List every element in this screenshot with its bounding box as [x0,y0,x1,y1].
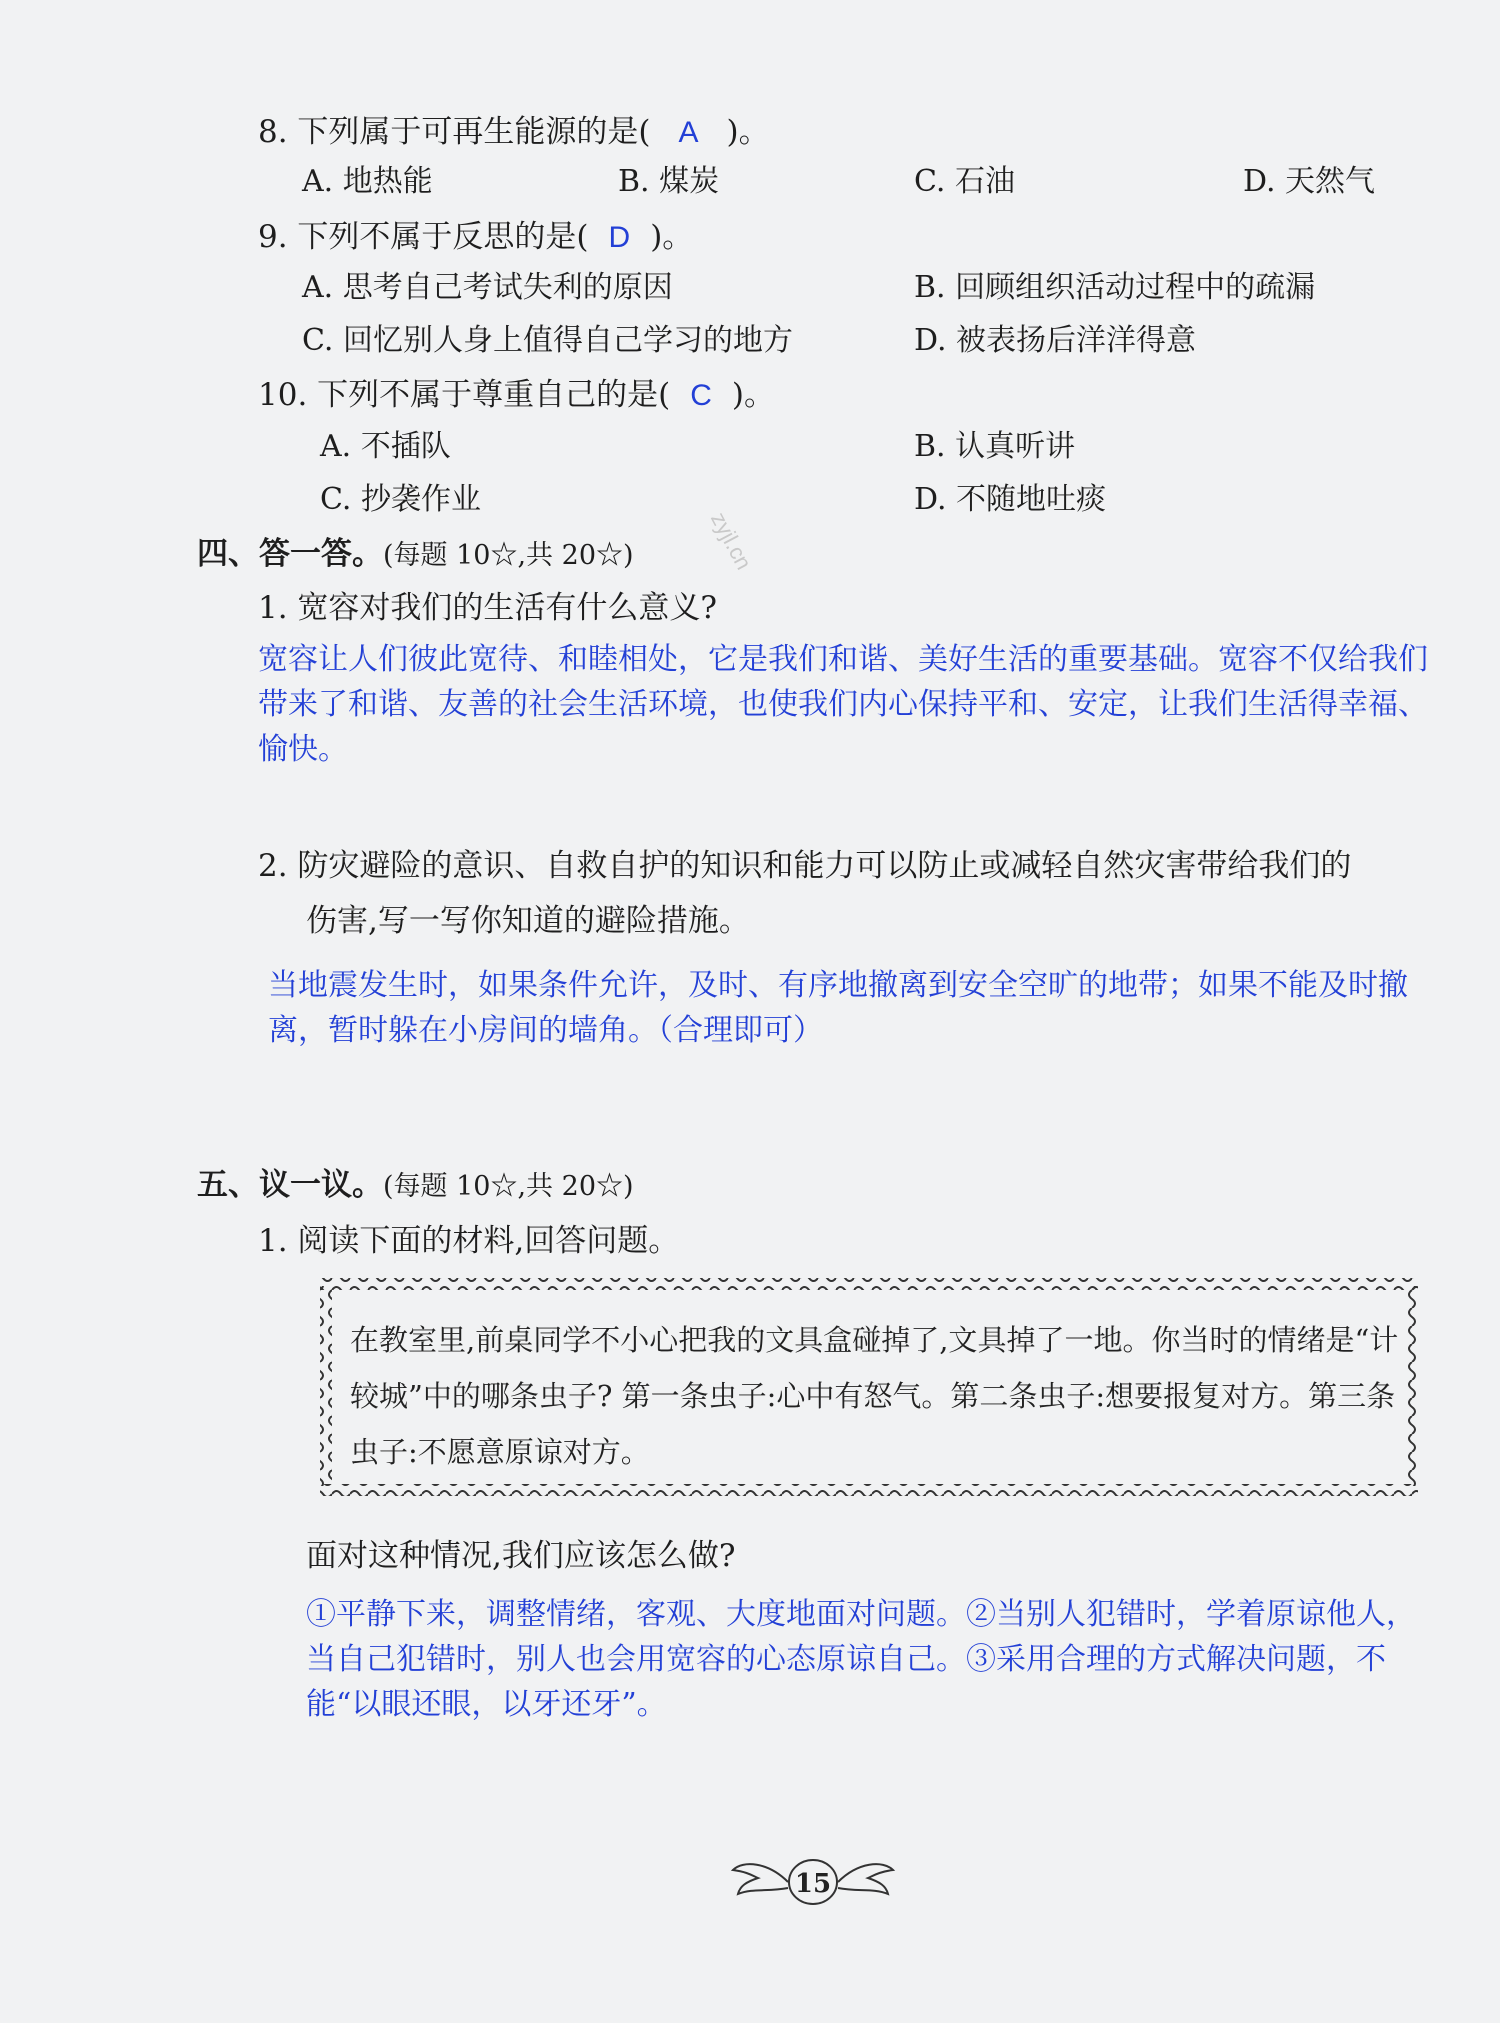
page-number: 15 [794,1869,832,1899]
section4-answer2: 当地震发生时，如果条件允许，及时、有序地撤离到安全空旷的地带；如果不能及时撤离，暂时躲在小房间的墙角。（合理即可） [268,968,1408,1048]
section5-answer: ①平静下来，调整情绪，客观、大度地面对问题。②当别人犯错时，学着原谅他人，当自己犯错时，别人也会用宽容的心态原谅自己。③采用合理的方式解决问题，不能“以眼还眼，以牙还牙”。 [306,1597,1416,1722]
q10-stem: 10. 下列不属于尊重自己的是( [258,377,671,413]
q9-answer: D [608,221,631,254]
q9-stem: 9. 下列不属于反思的是( [258,219,589,255]
q8-option-c: C. 石油 [914,164,1015,199]
watermark: zyjl.cn [705,508,757,574]
section5-question: 面对这种情况,我们应该怎么做? [306,1538,736,1574]
section4-answer1: 宽容让人们彼此宽待、和睦相处，它是我们和谐、美好生活的重要基础。宽容不仅给我们带来了和谐、友善的社会生活环境，也使我们内心保持平和、安定，让我们生活得幸福、愉快。 [258,642,1428,767]
q9-option-c: C. 回忆别人身上值得自己学习的地方 [302,323,793,358]
q8-option-d: D. 天然气 [1243,164,1376,199]
q9-close: )。 [650,219,694,255]
q10-option-c: C. 抄袭作业 [320,482,481,517]
section4-q1: 1. 宽容对我们的生活有什么意义? [258,590,718,626]
section5-title: 五、议一议。 [197,1167,383,1203]
material-text: 在教室里,前桌同学不小心把我的文具盒碰掉了,文具掉了一地。你当时的情绪是“计较城”中的哪条虫子? 第一条虫子:心中有怒气。第二条虫子:想要报复对方。第三条虫子:不愿意原谅对方。 [350,1323,1399,1469]
q10-option-d: D. 不随地吐痰 [914,482,1107,517]
q9-stem-row [258,211,693,256]
q8-option-b: B. 煤炭 [618,164,720,199]
page-number-badge [728,1842,898,1912]
section4-title: 四、答一答。 [197,536,383,572]
section4-score: (每题 10☆,共 20☆) [383,540,634,571]
q9-option-d: D. 被表扬后洋洋得意 [914,323,1197,358]
q8-option-a: A. 地热能 [302,164,433,199]
q8-stem: 8. 下列属于可再生能源的是( [258,114,651,150]
section4-q2-line2: 伤害,写一写你知道的避险措施。 [306,903,750,939]
q8-answer: A [678,116,699,149]
q10-stem-row [258,369,775,414]
section5-header [197,1159,634,1204]
q9-option-a: A. 思考自己考试失利的原因 [302,270,673,305]
q10-close: )。 [731,377,776,413]
section5-score: (每题 10☆,共 20☆) [383,1171,634,1202]
section5-q1: 1. 阅读下面的材料,回答问题。 [258,1223,680,1259]
q10-option-b: B. 认真听讲 [914,429,1076,464]
section4-q2-line1: 2. 防灾避险的意识、自救自护的知识和能力可以防止或减轻自然灾害带给我们的 [258,848,1352,884]
section4-header [197,528,634,573]
q9-option-b: B. 回顾组织活动过程中的疏漏 [914,270,1316,305]
q8-stem-row [258,106,770,151]
q8-close: )。 [726,114,770,150]
q10-answer: C [690,379,712,412]
q10-option-a: A. 不插队 [320,429,451,464]
